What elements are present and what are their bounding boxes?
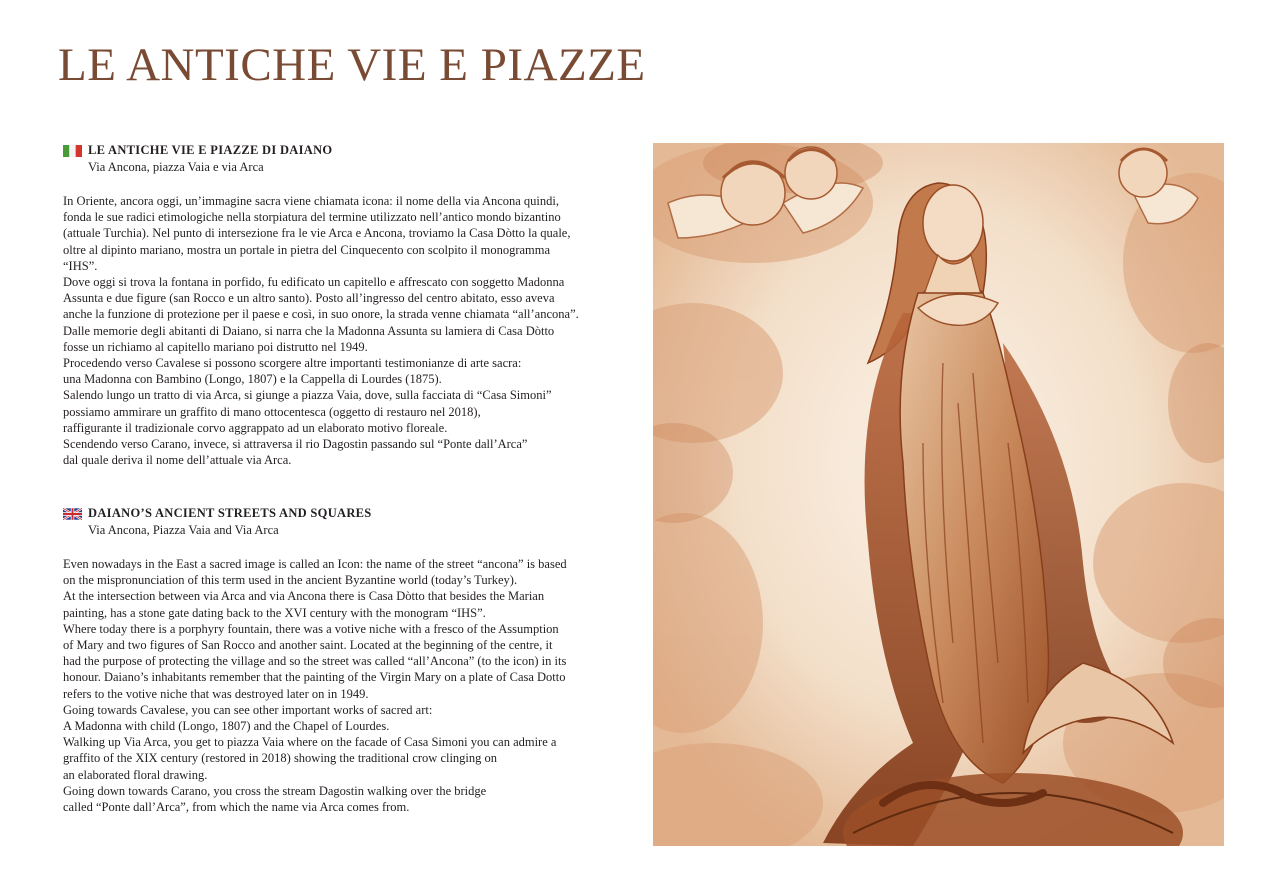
paragraph-line: Where today there is a porphyry fountain, there was a votive niche with a fresco of the Assumption [63, 621, 559, 636]
page-title: LE ANTICHE VIE E PIAZZE [58, 39, 646, 91]
paragraph-line: honour. Daiano’s inhabitants remember that the painting of the Virgin Mary on a plate of Casa Dotto [63, 670, 566, 685]
paragraph-line: possiamo ammirare un graffito di mano ottocentesca (oggetto di restauro nel 2018), [63, 404, 481, 419]
paragraph-line: A Madonna with child (Longo, 1807) and the Chapel of Lourdes. [63, 719, 390, 734]
paragraph-line: Dalle memorie degli abitanti di Daiano, si narra che la Madonna Assunta su lamiera di Casa Dòtto [63, 323, 555, 338]
paragraph-line: fosse un richiamo al capitello mariano poi distrutto nel 1949. [63, 339, 368, 354]
uk-flag-icon [63, 508, 82, 520]
italian-section [63, 142, 638, 468]
paragraph-line: Scendendo verso Carano, invece, si attraversa il rio Dagostin passando sul “Ponte dall’Arca” [63, 437, 528, 452]
paragraph-line: Procedendo verso Cavalese si possono scorgere altre importanti testimonianze di arte sacra: [63, 356, 522, 371]
paragraph-line: had the purpose of protecting the village and so the street was called “all’Ancona” (to the icon) in its [63, 654, 567, 669]
english-section-title: DAIANO’S ANCIENT STREETS AND SQUARES [88, 506, 372, 520]
paragraph-line: una Madonna con Bambino (Longo, 1807) e la Cappella di Lourdes (1875). [63, 372, 442, 387]
paragraph-line: (attuale Turchia). Nel punto di intersezione fra le vie Arca e Ancona, troviamo la Casa Dòtto la quale, [63, 226, 571, 241]
paragraph-line: Walking up Via Arca, you get to piazza Vaia where on the facade of Casa Simoni you can admire a [63, 735, 557, 750]
paragraph-line: Dove oggi si trova la fontana in porfido, fu edificato un capitello e affrescato con soggetto Madonna [63, 275, 565, 290]
paragraph-line: Salendo lungo un tratto di via Arca, si giunge a piazza Vaia, dove, sulla facciata di “Casa Simoni” [63, 388, 552, 403]
paragraph-line: In Oriente, ancora oggi, un’immagine sacra viene chiamata icona: il nome della via Ancona quindi, [63, 194, 560, 208]
paragraph-line: anche la funzione di protezione per il paese e così, in suo onore, la strada venne chiamata “all’ancona”. [63, 307, 579, 322]
paragraph-line: Even nowadays in the East a sacred image is called an Icon: the name of the street “ancona” is based [63, 557, 567, 571]
paragraph-line: painting, has a stone gate dating back to the XVI century with the monogram “IHS”. [63, 605, 486, 620]
italian-section-header [63, 142, 638, 159]
paragraph-line: Assunta e due figure (san Rocco e un altro santo). Posto all’ingresso del centro abitato, esso aveva [63, 291, 555, 306]
paragraph-line: At the intersection between via Arca and via Ancona there is Casa Dòtto that besides the Marian [63, 589, 545, 604]
paragraph-line: fonda le sue radici etimologiche nella storpiatura del termine utilizzato nell’antico mondo bizantino [63, 210, 561, 225]
paragraph-line: graffito of the XIX century (restored in 2018) showing the traditional crow clinging on [63, 751, 498, 766]
english-section-header [63, 505, 638, 522]
paragraph-line: dal quale deriva il nome dell’attuale via Arca. [63, 453, 292, 468]
paragraph-line: Going down towards Carano, you cross the stream Dagostin walking over the bridge [63, 783, 487, 798]
paragraph-line: refers to the votive niche that was destroyed later on in 1949. [63, 686, 369, 701]
italian-section-title: LE ANTICHE VIE E PIAZZE DI DAIANO [88, 143, 333, 157]
english-section-body [63, 556, 638, 815]
paragraph-line: “IHS”. [63, 258, 98, 273]
english-section [63, 505, 638, 815]
paragraph-line: raffigurante il tradizionale corvo aggrappato ad un elaborato motivo floreale. [63, 420, 448, 435]
italian-section-subtitle: Via Ancona, piazza Vaia e via Arca [88, 160, 264, 174]
english-section-subtitle: Via Ancona, Piazza Vaia and Via Arca [88, 523, 279, 537]
italian-flag-icon [63, 145, 82, 157]
paragraph-line: of Mary and two figures of San Rocco and another saint. Located at the beginning of the centre, it [63, 638, 553, 653]
paragraph-line: Going towards Cavalese, you can see other important works of sacred art: [63, 702, 433, 717]
paragraph-line: on the mispronunciation of this term used in the ancient Byzantine world (today’s Turkey). [63, 573, 518, 588]
madonna-assunta-painting-icon [653, 143, 1224, 846]
paragraph-line: an elaborated floral drawing. [63, 767, 208, 782]
paragraph-line: called “Ponte dall’Arca”, from which the name via Arca comes from. [63, 800, 410, 815]
italian-section-body [63, 193, 638, 468]
paragraph-line: oltre al dipinto mariano, mostra un portale in pietra del Cinquecento con scolpito il monogramma [63, 242, 551, 257]
